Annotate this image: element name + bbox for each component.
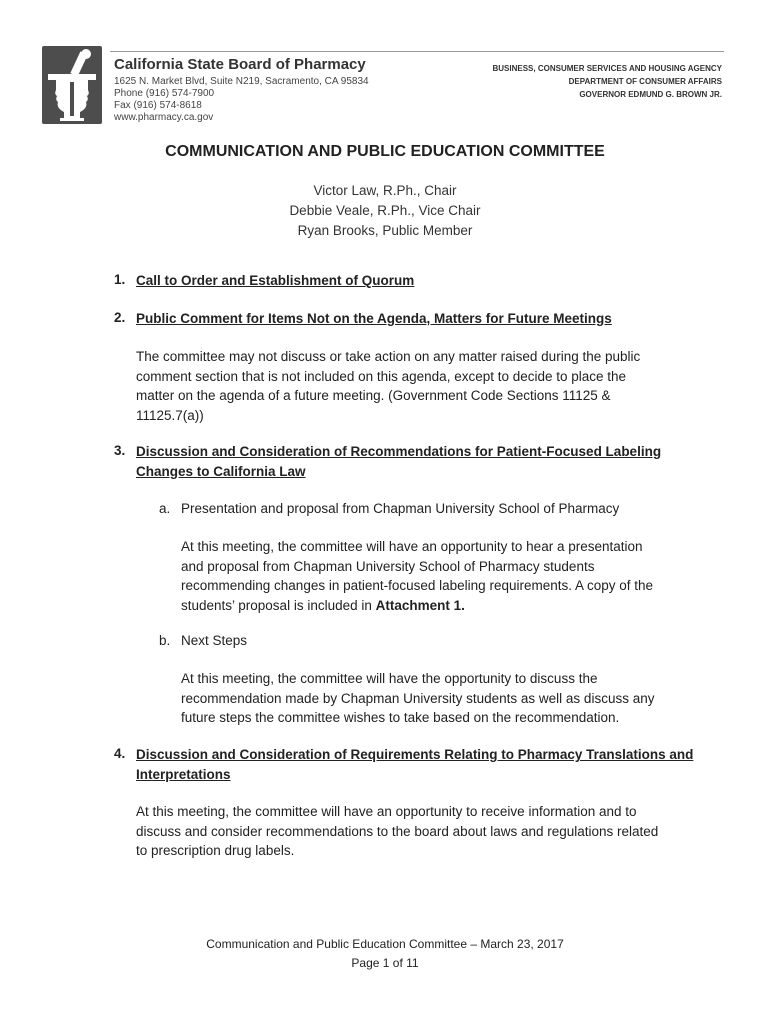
item-3-heading	[136, 442, 661, 481]
item-2-body	[136, 347, 640, 425]
body-line: matter on the agenda of a future meeting. (Government Code Sections 11125 &	[136, 388, 611, 404]
org-address: 1625 N. Market Blvd, Suite N219, Sacramento, CA 95834	[114, 76, 369, 87]
document-title: COMMUNICATION AND PUBLIC EDUCATION COMMITTEE	[165, 143, 605, 160]
heading-line: Discussion and Consideration of Recommendations for Patient-Focused Labeling	[136, 444, 662, 459]
attachment-reference: Attachment 1.	[375, 597, 465, 613]
body-line: At this meeting, the committee will have the opportunity to discuss the	[181, 671, 598, 686]
department-line: DEPARTMENT OF CONSUMER AFFAIRS	[568, 77, 722, 86]
body-line: and proposal from Chapman University School of Pharmacy students	[181, 558, 595, 574]
body-line: recommendation made by Chapman University students as well as discuss any	[181, 690, 655, 706]
mortar-pestle-logo-icon	[42, 46, 102, 124]
item-3-number: 3.	[114, 443, 126, 458]
body-line: At this meeting, the committee will have an opportunity to receive information and to	[136, 804, 637, 819]
heading-line: Changes to California Law	[136, 463, 306, 479]
header-rule	[110, 51, 724, 52]
body-line: future steps the committee wishes to take based on the recommendation.	[181, 710, 620, 726]
item-1-heading: Call to Order and Establishment of Quorum	[136, 273, 415, 288]
body-line-prefix: students’ proposal is included in	[181, 597, 376, 613]
body-line: comment section that is not included on this agenda, except to decide to place the	[136, 368, 627, 384]
item-4-number: 4.	[114, 746, 126, 761]
body-line: recommending changes in patient-focused labeling requirements. A copy of the	[181, 578, 654, 594]
member-public: Ryan Brooks, Public Member	[297, 223, 473, 238]
item-3b-title: Next Steps	[181, 633, 248, 648]
heading-line: Interpretations	[136, 766, 231, 782]
footer-meeting-date: Communication and Public Education Committee – March 23, 2017	[206, 937, 564, 951]
member-chair: Victor Law, R.Ph., Chair	[313, 183, 457, 198]
heading-line: Discussion and Consideration of Requirements Relating to Pharmacy Translations and	[136, 747, 694, 762]
agency-line: BUSINESS, CONSUMER SERVICES AND HOUSING AGENCY	[492, 64, 722, 73]
board-logo	[42, 46, 102, 124]
org-website: www.pharmacy.ca.gov	[114, 112, 214, 123]
org-name: California State Board of Pharmacy	[114, 56, 366, 73]
item-3a-letter: a.	[159, 501, 171, 516]
org-fax: Fax (916) 574-8618	[114, 100, 202, 111]
body-line: to prescription drug labels.	[136, 843, 295, 859]
body-line: At this meeting, the committee will have an opportunity to hear a presentation	[181, 539, 643, 554]
body-line	[181, 596, 653, 616]
body-line: discuss and consider recommendations to the board about laws and regulations related	[136, 823, 659, 839]
footer-page-number: Page 1 of 11	[351, 956, 419, 970]
item-3b-letter: b.	[159, 633, 171, 648]
item-4-heading	[136, 745, 693, 784]
org-phone: Phone (916) 574-7900	[114, 88, 215, 99]
item-1-number: 1.	[114, 272, 126, 287]
item-2-heading: Public Comment for Items Not on the Agenda, Matters for Future Meetings	[136, 311, 612, 326]
member-vice-chair: Debbie Veale, R.Ph., Vice Chair	[289, 203, 481, 218]
item-3b-body	[181, 669, 654, 728]
governor-line: GOVERNOR EDMUND G. BROWN JR.	[579, 90, 722, 99]
item-3a-body	[181, 537, 653, 615]
body-line: 11125.7(a))	[136, 407, 204, 423]
body-line: The committee may not discuss or take action on any matter raised during the public	[136, 349, 641, 364]
item-2-number: 2.	[114, 310, 126, 325]
item-4-body	[136, 802, 658, 861]
item-3a-title: Presentation and proposal from Chapman University School of Pharmacy	[181, 501, 620, 516]
